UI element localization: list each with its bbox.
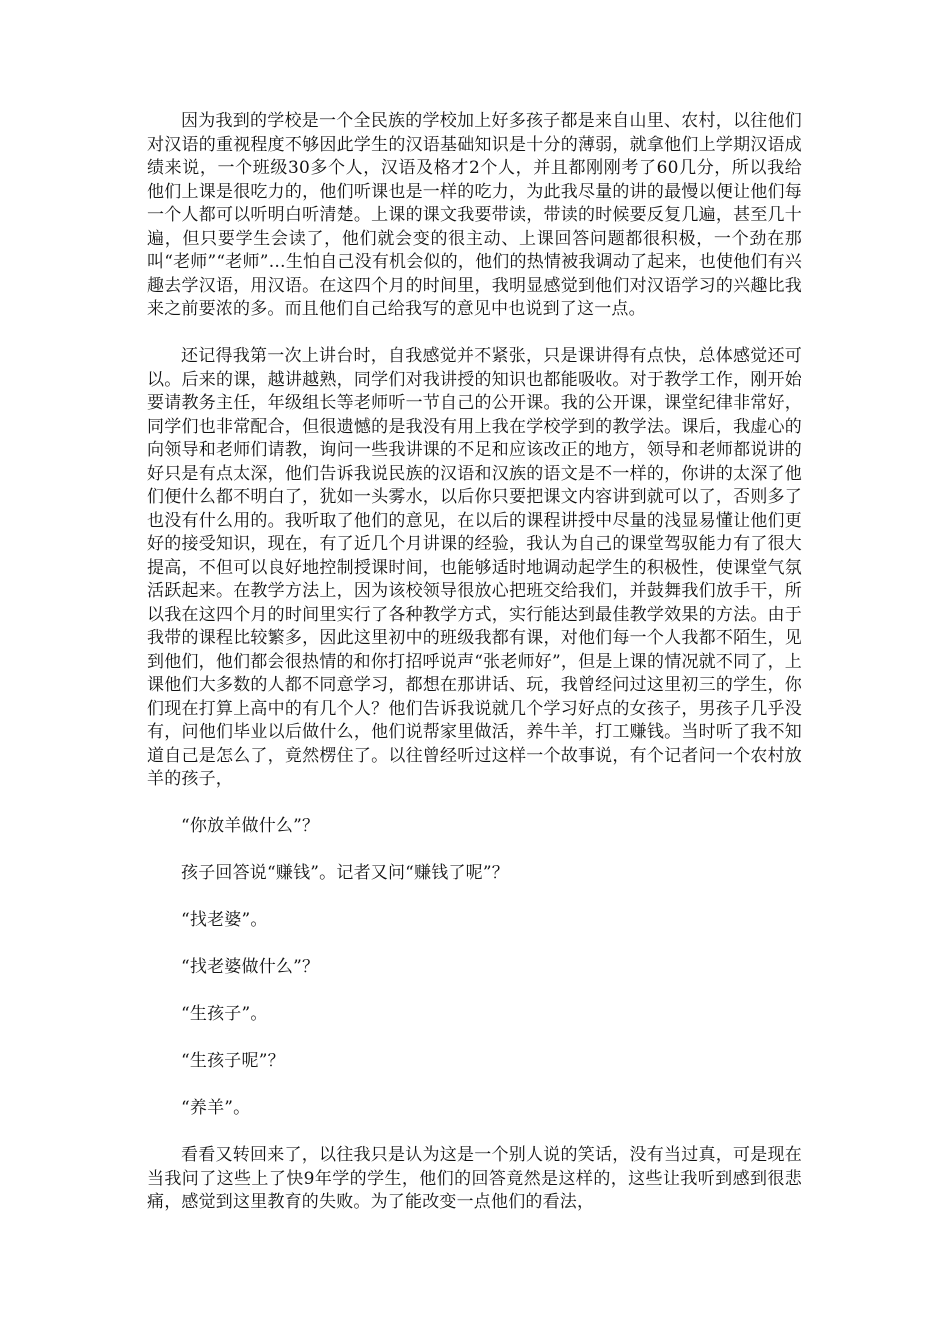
dialogue-line: 孩子回答说“赚钱”。记者又问“赚钱了呢”？ — [181, 863, 509, 883]
dialogue-line: “找老婆”。 — [181, 910, 268, 930]
dialogue-line: “你放羊做什么”？ — [181, 816, 320, 836]
dialogue-line: “养羊”。 — [181, 1098, 251, 1118]
dialogue-line: “生孩子”。 — [181, 1004, 268, 1024]
paragraph-intro: 因为我到的学校是一个全民族的学校加上好多孩子都是来自山里、农村，以往他们对汉语的重视程度不够因此学生的汉语基础知识是十分的薄弱，就拿他们上学期汉语成绩来说，一个班级30多个人，汉语及格才2个人，并且都刚刚考了60几分，所以我给他们上课是很吃力的，他们听课也是一样的吃力，为此我尽量的讲的最慢以便让他们每一个人都可以听明白听清楚。上课的课文我要带读，带读的时候要反复几遍，甚至几十遍，但只要学生会读了，他们就会变的很主动、上课回答问题都很积极，一个劲在那叫“老师”“老师”…生怕自己没有机会似的，他们的热情被我调动了起来，也使他们有兴趣去学汉语，用汉语。在这四个月的时间里，我明显感觉到他们对汉语学习的兴趣比我来之前要浓的多。而且他们自己给我写的意见中也说到了这一点。 — [147, 111, 802, 319]
paragraph-first-lecture: 还记得我第一次上讲台时，自我感觉并不紧张，只是课讲得有点快，总体感觉还可以。后来的课，越讲越熟，同学们对我讲授的知识也都能吸收。对于教学工作，刚开始要请教务主任，年级组长等老师听一节自己的公开课。我的公开课，课堂纪律非常好，同学们也非常配合，但很遗憾的是我没有用上我在学校学到的教学法。课后，我虚心的向领导和老师们请教，询问一些我讲课的不足和应该改正的地方，领导和老师都说讲的好只是有点太深，他们告诉我说民族的汉语和汉族的语文是不一样的，你讲的太深了他们便什么都不明白了，犹如一头雾水，以后你只要把课文内容讲到就可以了，否则多了也没有什么用的。我听取了他们的意见，在以后的课程讲授中尽量的浅显易懂让他们更好的接受知识，现在，有了近几个月讲课的经验，我认为自己的课堂驾驭能力有了很大提高，不但可以良好地控制授课时间，也能够适时地调动起学生的积极性，使课堂气氛活跃起来。在教学方法上，因为该校领导很放心把班交给我们，并鼓舞我们放手干，所以我在这四个月的时间里实行了各种教学方式，实行能达到最佳教学效果的方法。由于我带的课程比较繁多，因此这里初中的班级我都有课，对他们每一个人我都不陌生，见到他们，他们都会很热情的和你打招呼说声“张老师好”，但是上课的情况就不同了，上课他们大多数的人都不同意学习，都想在那讲话、玩，我曾经问过这里初三的学生，你们现在打算上高中的有几个人？他们告诉我说就几个学习好点的女孩子，男孩子几乎没有，问他们毕业以后做什么，他们说帮家里做活，养牛羊，打工赚钱。当时听了我不知道自己是怎么了，竟然楞住了。以往曾经听过这样一个故事说，有个记者问一个农村放羊的孩子， — [147, 346, 802, 789]
paragraph-reflection: 看看又转回来了，以往我只是认为这是一个别人说的笑话，没有当过真，可是现在当我问了这些上了快9年学的学生，他们的回答竟然是这样的，这些让我听到感到很悲痛，感觉到这里教育的失败。为了能改变一点他们的看法， — [147, 1145, 802, 1212]
dialogue-line: “生孩子呢”？ — [181, 1051, 285, 1071]
document-body — [147, 110, 802, 1215]
dialogue-line: “找老婆做什么”？ — [181, 957, 320, 977]
